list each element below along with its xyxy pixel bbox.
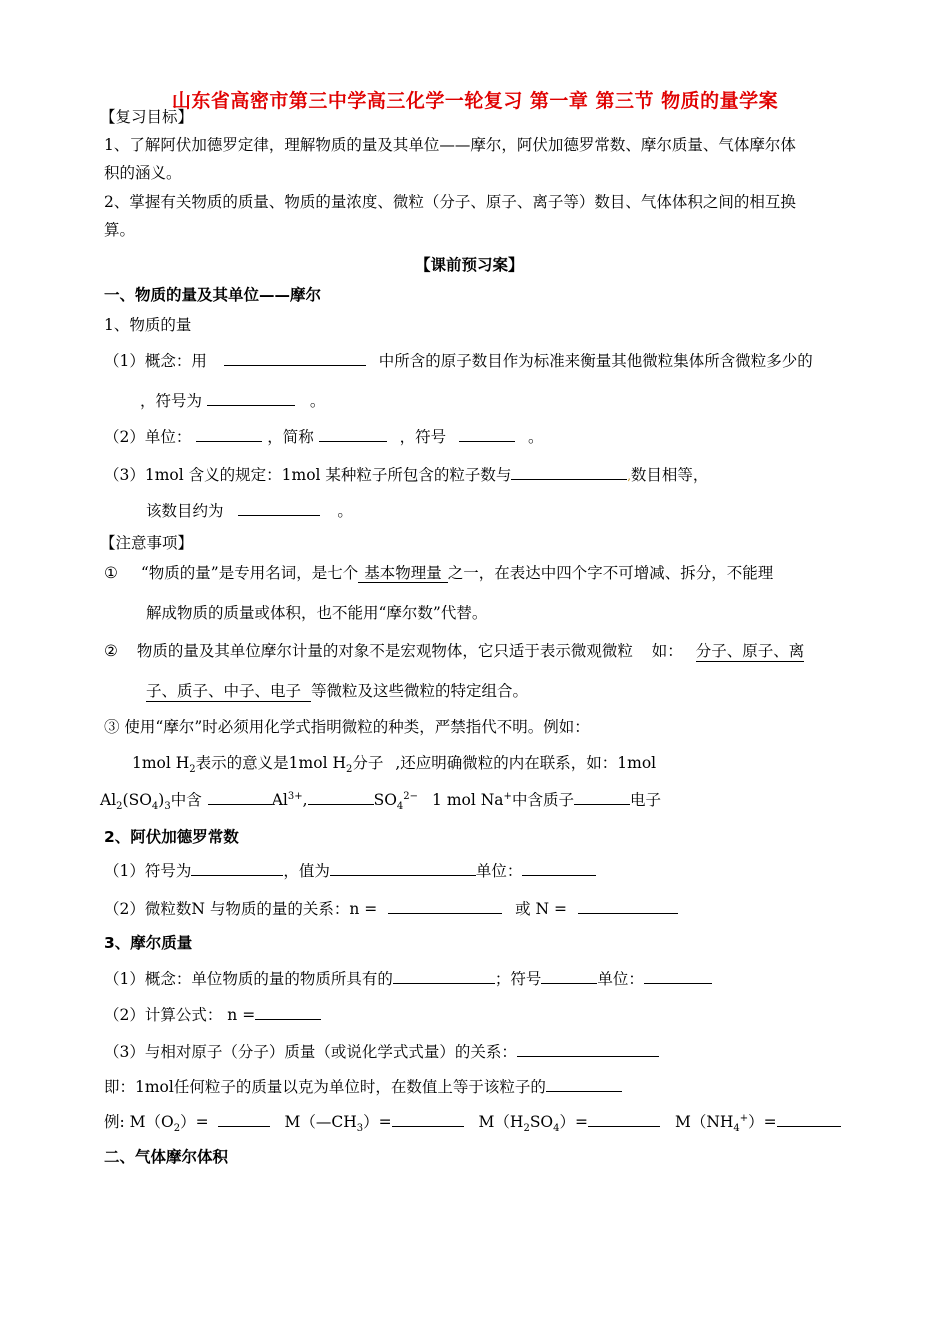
superscript: 3+ (287, 790, 303, 802)
mol-definition-line (104, 463, 708, 488)
mol-number-blank[interactable] (238, 499, 320, 516)
note-1-text-a: “物质的量”是专用名词，是七个 (140, 564, 359, 582)
subscript: 2 (173, 1123, 181, 1135)
examples-line (104, 1110, 841, 1133)
text-segment: ）= (180, 1113, 209, 1131)
N-relation-label: 或 N = (515, 900, 568, 918)
avogadro-value-blank[interactable] (330, 859, 476, 876)
subscript: 4 (733, 1123, 740, 1135)
text-segment: SO (373, 791, 397, 809)
note-1-number: ① (104, 564, 118, 582)
goals-heading: 【复习目标】 (100, 108, 194, 126)
text-segment: 1 mol Na (432, 791, 504, 809)
section-2-heading: 2、阿伏加德罗常数 (104, 828, 239, 846)
text-segment: 例: M（O (104, 1113, 174, 1131)
text-segment: M（NH (674, 1113, 734, 1131)
text-segment: Al (271, 791, 288, 809)
preview-heading: 【课前预习案】 (415, 256, 524, 274)
note-1-line-1 (104, 562, 773, 584)
text-segment: 表示的意义是1mol H (195, 754, 346, 772)
unit-symbol-label: ，符号 (399, 428, 447, 446)
text-segment: Al (100, 791, 117, 809)
o2-blank[interactable] (218, 1110, 270, 1127)
section-3-heading (104, 932, 192, 954)
text-segment: 中含质子 (511, 791, 574, 809)
molar-mass-line-1 (104, 967, 712, 990)
avogadro-unit-blank[interactable] (522, 859, 596, 876)
molar-mass-unit-label: 单位： (597, 970, 644, 988)
molar-mass-line-3 (104, 1040, 659, 1063)
N-relation-blank[interactable] (578, 897, 678, 914)
molar-mass-concept-label: （1）概念：单位物质的量的物质所具有的 (104, 970, 393, 988)
goal-1-line-2: 积的涵义。 (104, 164, 182, 182)
sulfate-blank[interactable] (308, 788, 374, 805)
formula-blank[interactable] (255, 1003, 321, 1020)
al-ion-blank[interactable] (208, 788, 272, 805)
text-segment: SO (529, 1113, 554, 1131)
subscript: 4 (396, 801, 404, 813)
section-4-heading: 二、气体摩尔体积 (104, 1148, 229, 1166)
avogadro-unit-label: 单位： (475, 862, 523, 880)
avogadro-line-1 (104, 859, 596, 882)
note-2-line-1 (104, 640, 804, 662)
note-2-text-c: 等微粒及这些微粒的特定组合。 (311, 682, 529, 700)
unit-blank[interactable] (196, 425, 262, 442)
subscript: 2 (116, 801, 123, 813)
abbr-label: ，简称 (267, 428, 314, 446)
superscript: 2− (403, 790, 419, 802)
note-2-underlined-2: 子、质子、中子、电子 (146, 682, 311, 702)
note-2-text-a: 物质的量及其单位摩尔计量的对象不是宏观物体，它只适于表示微观微粒 (136, 642, 633, 660)
period: 。 (309, 392, 326, 410)
avogadro-symbol-label: （1）符号为 (104, 862, 192, 880)
concept-label: （1）概念：用 (104, 352, 207, 370)
unit-label: （2）单位： (104, 428, 192, 446)
text-segment: ）= (748, 1113, 777, 1131)
heading-text: 3、摩尔质量 (104, 934, 193, 952)
mol-definition-tail: 数目相等， (630, 466, 709, 484)
text-segment: 电子 (629, 791, 661, 809)
text-segment: (SO (122, 791, 152, 809)
proton-blank[interactable] (574, 788, 630, 805)
h2so4-blank[interactable] (588, 1110, 660, 1127)
subscript: 3 (356, 1123, 364, 1135)
avogadro-symbol-blank[interactable] (191, 859, 283, 876)
subscript: 2 (345, 764, 353, 776)
period: 。 (528, 428, 544, 446)
formula-label: （2）计算公式： n = (104, 1006, 256, 1024)
text-segment: ）= (559, 1113, 589, 1131)
stray-mark-icon: , (627, 470, 631, 483)
unit-symbol-blank[interactable] (459, 425, 515, 442)
molar-mass-symbol-label: ；符号 (494, 970, 542, 988)
text-segment: ）= (363, 1113, 392, 1131)
text-segment: 分子 (352, 754, 384, 772)
molar-mass-symbol-blank[interactable] (541, 967, 597, 984)
text-segment: M（—CH (284, 1113, 357, 1131)
numeric-equality-text: 即：1mol任何粒子的质量以克为单位时，在数值上等于该粒子的 (104, 1078, 546, 1096)
text-segment: ) (158, 791, 165, 809)
note-2-underlined-1: 分子、原子、离 (695, 642, 805, 660)
note-1-line-2: 解成物质的质量或体积，也不能用“摩尔数”代替。 (146, 604, 488, 622)
abbr-blank[interactable] (319, 425, 387, 442)
mol-definition-blank[interactable] (511, 463, 627, 480)
note-3-line-1: ③ 使用“摩尔”时必须用化学式指明微粒的种类，严禁指代不明。例如： (104, 718, 590, 736)
note-3-line-3: $Al_2(SO_4)_3$中含 $Al^{3+}$, $SO_4^{2-}$ 1 mol Na+中含质子 电子 (100, 788, 661, 811)
notes-heading: 【注意事项】 (100, 534, 194, 552)
note-2-number: ② (104, 642, 118, 660)
symbol-blank[interactable] (207, 389, 295, 406)
molar-mass-line-4 (104, 1075, 622, 1098)
text-segment: ,还应明确微粒的内在联系，如：1mol (395, 754, 657, 772)
goal-2-line-1: 2、掌握有关物质的质量、物质的量浓度、微粒（分子、原子、离子等）数目、气体体积之间的相互换 (104, 193, 796, 211)
n-relation-blank[interactable] (388, 897, 502, 914)
concept-symbol-line (140, 389, 325, 412)
goal-1-line-1: 1、了解阿伏加德罗定律，理解物质的量及其单位——摩尔，阿伏加德罗常数、摩尔质量、气体摩尔体 (104, 136, 796, 154)
subscript: 4 (553, 1123, 560, 1135)
note-3-line-2 (132, 752, 656, 774)
avogadro-line-2 (104, 897, 678, 920)
document-title: 山东省高密市第三中学高三化学一轮复习 第一章 第三节 物质的量学案 (171, 90, 779, 112)
unit-line (104, 425, 544, 448)
note-2-line-2 (146, 680, 528, 702)
avogadro-value-label: ，值为 (283, 862, 330, 880)
nh4-blank[interactable] (777, 1110, 841, 1127)
superscript: + (503, 790, 512, 802)
ch3-blank[interactable] (392, 1110, 464, 1127)
note-1-underlined: 基本物理量 (358, 564, 448, 583)
mol-number-line (146, 499, 353, 522)
text-segment: 1mol H (132, 754, 190, 772)
relation-blank[interactable] (517, 1040, 659, 1057)
n-relation-label: （2）微粒数N 与物质的量的关系：n = (104, 900, 378, 918)
subscript: 3 (164, 801, 171, 813)
concept-text: 中所含的原子数目作为标准来衡量其他微粒集体所含微粒多少的 (378, 352, 813, 370)
text-segment: 中含 (170, 791, 202, 809)
period: 。 (337, 502, 353, 520)
relation-label: （3）与相对原子（分子）质量（或说化学式式量）的关系： (104, 1043, 517, 1061)
subscript: 2 (523, 1123, 530, 1135)
subscript: 4 (151, 801, 159, 813)
goal-2-line-2: 算。 (104, 221, 136, 239)
molar-mass-line-2 (104, 1003, 321, 1026)
concept-blank-1[interactable] (224, 349, 366, 366)
subscript: 2 (189, 764, 196, 776)
mol-number-label: 该数目约为 (146, 502, 224, 520)
symbol-label: ，符号为 (140, 392, 203, 410)
concept-line (104, 349, 813, 372)
mol-definition-text: （3）1mol 含义的规定：1mol 某种粒子所包含的粒子数与 (104, 466, 512, 484)
subsection-1-1: 1、物质的量 (104, 316, 192, 334)
note-2-example-label: 如： (651, 642, 683, 660)
superscript: + (739, 1112, 749, 1124)
molar-mass-concept-blank[interactable] (393, 967, 495, 984)
section-1-heading: 一、物质的量及其单位——摩尔 (104, 286, 322, 304)
text-segment: M（H (478, 1113, 524, 1131)
numeric-equality-blank[interactable] (546, 1075, 622, 1092)
molar-mass-unit-blank[interactable] (644, 967, 712, 984)
note-1-text-b: 之一，在表达中四个字不可增减、拆分，不能理 (447, 564, 774, 582)
